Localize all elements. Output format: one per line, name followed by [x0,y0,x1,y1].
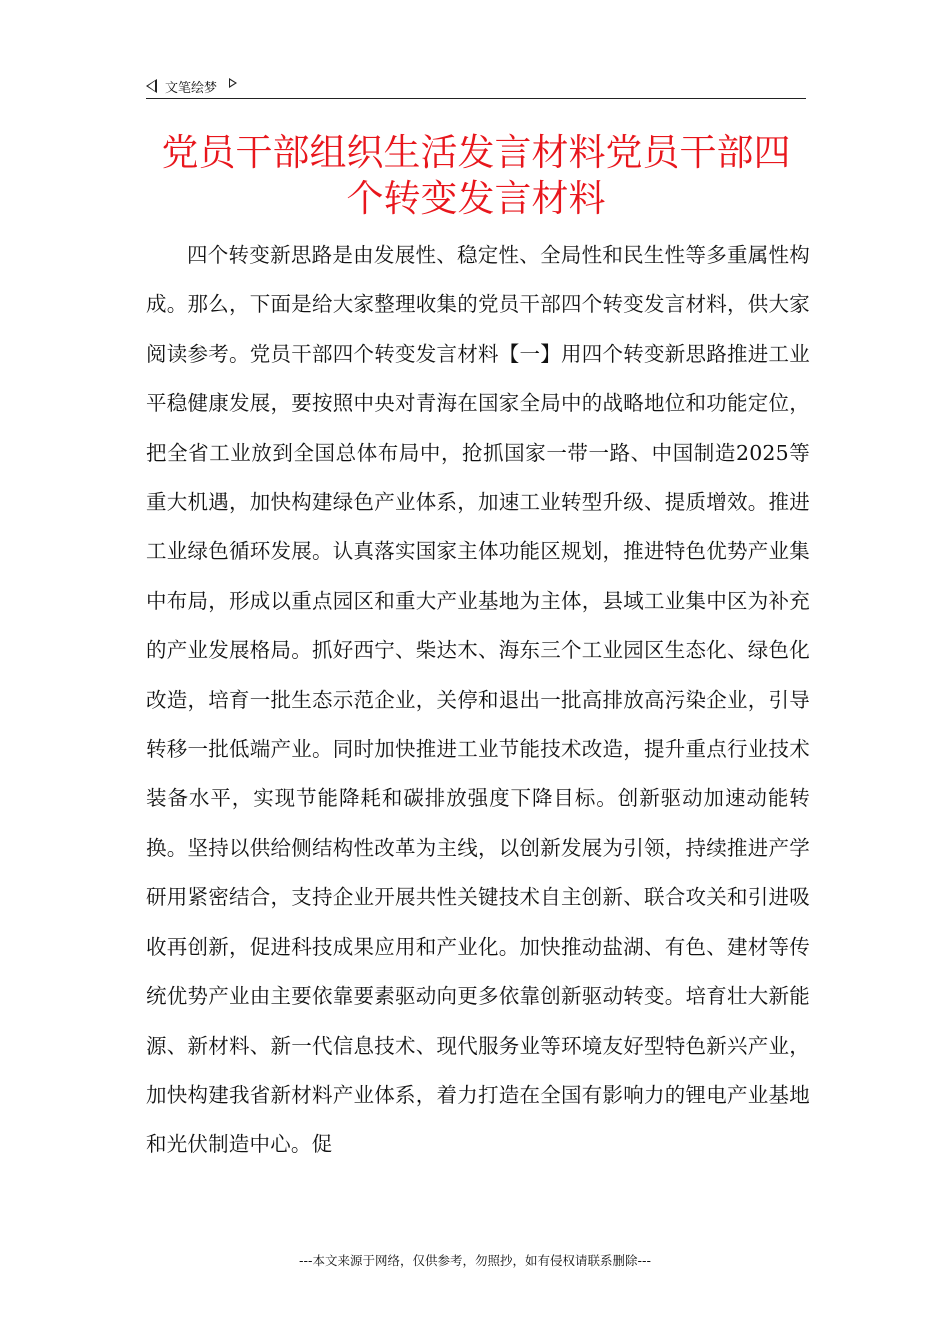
document-body: 四个转变新思路是由发展性、稳定性、全局性和民生性等多重属性构成。那么，下面是给大家整理收集的党员干部四个转变发言材料，供大家阅读参考。党员干部四个转变发言材料【一】用四个转变新思路推进工业平稳健康发展，要按照中央对青海在国家全局中的战略地位和功能定位，把全省工业放到全国总体布局中，抢抓国家一带一路、中国制造2025等重大机遇，加快构建绿色产业体系，加速工业转型升级、提质增效。推进工业绿色循环发展。认真落实国家主体功能区规划，推进特色优势产业集中布局，形成以重点园区和重大产业基地为主体，县域工业集中区为补充的产业发展格局。抓好西宁、柴达木、海东三个工业园区生态化、绿色化改造，培育一批生态示范企业，关停和退出一批高排放高污染企业，引导转移一批低端产业。同时加快推进工业节能技术改造，提升重点行业技术装备水平，实现节能降耗和碳排放强度下降目标。创新驱动加速动能转换。坚持以供给侧结构性改革为主线，以创新发展为引领，持续推进产学研用紧密结合，支持企业开展共性关键技术自主创新、联合攻关和引进吸收再创新，促进科技成果应用和产业化。加快推动盐湖、有色、建材等传统优势产业由主要依靠要素驱动向更多依靠创新驱动转变。培育壮大新能源、新材料、新一代信息技术、现代服务业等环境友好型特色新兴产业，加快构建我省新材料产业体系，着力打造在全国有影响力的锂电产业基地和光伏制造中心。促 [146,243,810,1157]
triangle-right-icon [229,78,237,88]
footer-disclaimer: ---本文来源于网络，仅供参考，勿照抄，如有侵权请联系删除--- [298,1253,652,1268]
triangle-left-icon [146,79,157,93]
page-header [146,74,806,99]
document-title: 党员干部组织生活发言材料党员干部四个转变发言材料 [161,131,791,220]
brand-name: 文笔绘梦 [165,80,218,96]
